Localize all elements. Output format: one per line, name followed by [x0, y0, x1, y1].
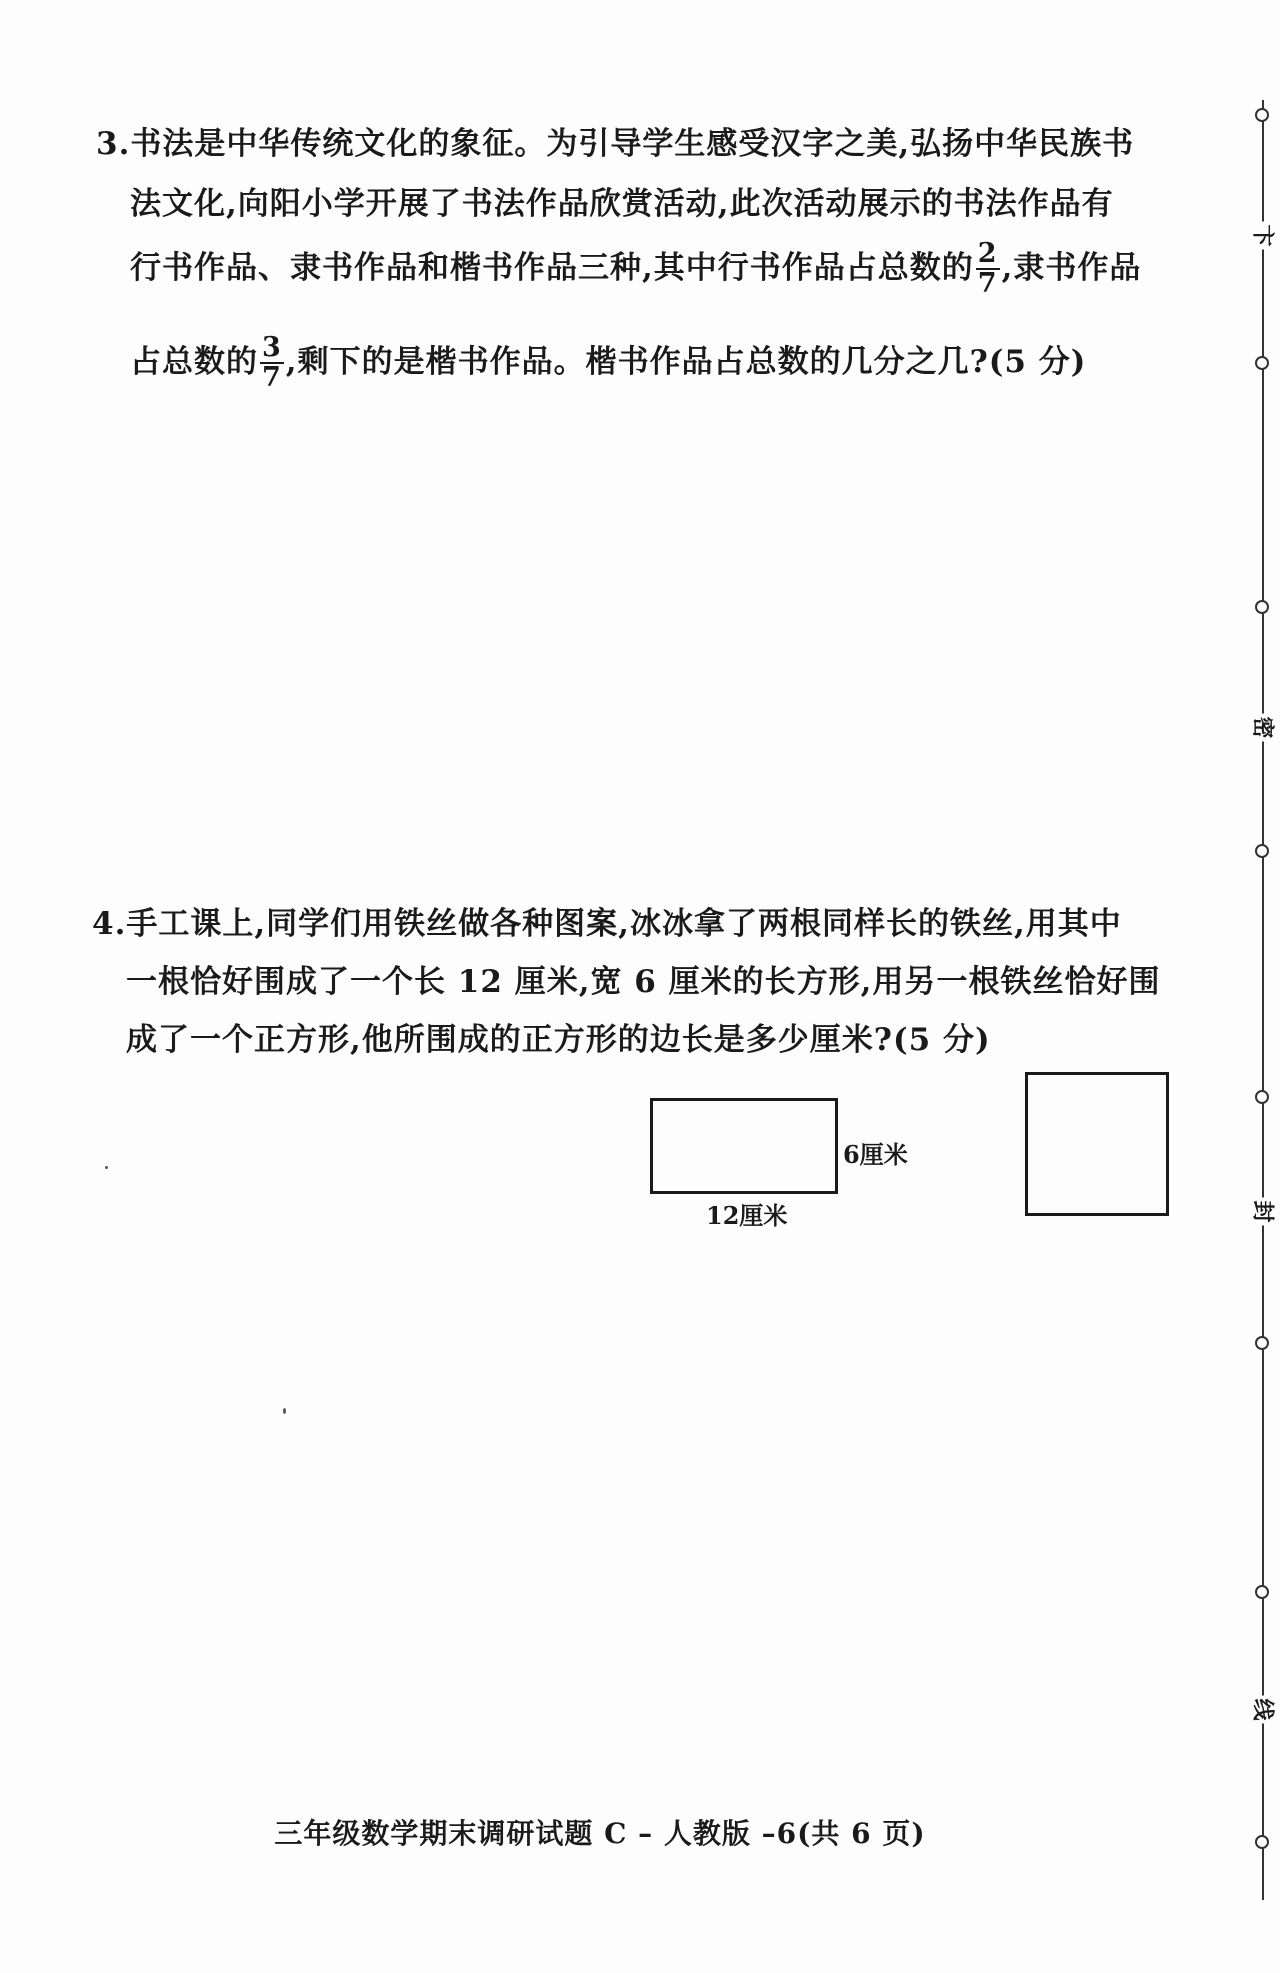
binding-hole	[1255, 1585, 1269, 1599]
binding-line	[1262, 100, 1264, 1900]
question-3-text-4a: 占总数的	[130, 343, 258, 380]
question-3-line-1	[96, 118, 1134, 163]
question-3-text-2: 法文化,向阳小学开展了书法作品欣赏活动,此次活动展示的书法作品有	[130, 186, 1114, 222]
question-4-line-3	[126, 1014, 991, 1059]
binding-hole	[1255, 844, 1269, 858]
fraction-1-numerator: 2	[977, 238, 998, 269]
question-4-number: 4.	[92, 906, 127, 942]
fraction-2-denominator: 7	[262, 362, 282, 394]
question-4-text-3: 成了一个正方形,他所围成的正方形的边长是多少厘米?(5 分)	[126, 1022, 991, 1058]
question-4-text-1: 手工课上,同学们用铁丝做各种图案,冰冰拿了两根同样长的铁丝,用其中	[126, 906, 1122, 942]
question-3-line-4	[130, 334, 1086, 393]
binding-hole	[1255, 356, 1269, 370]
scan-speck	[283, 1408, 286, 1414]
fraction-2-numerator: 3	[262, 332, 282, 363]
binding-hole	[1255, 1090, 1269, 1104]
binding-char-3: 封	[1249, 1198, 1280, 1226]
question-3-line-2	[130, 178, 1114, 223]
binding-hole	[1255, 600, 1269, 614]
fraction-three-sevenths	[260, 334, 284, 393]
fraction-two-sevenths	[976, 240, 1000, 299]
rectangle-figure	[650, 1098, 838, 1194]
question-3-text-4b: ,剩下的是楷书作品。楷书作品占总数的几分之几?(5 分)	[285, 343, 1087, 380]
scan-speck	[105, 1166, 108, 1169]
square-figure	[1025, 1072, 1169, 1216]
question-3-number: 3.	[96, 126, 131, 162]
question-3-text-3b: ,隶书作品	[1001, 249, 1142, 286]
question-3-text-1: 书法是中华传统文化的象征。为引导学生感受汉字之美,弘扬中华民族书	[130, 126, 1135, 162]
binding-hole	[1255, 108, 1269, 122]
question-3-text-3a: 行书作品、隶书作品和楷书作品三种,其中行书作品占总数的	[130, 249, 974, 286]
page-footer: 三年级数学期末调研试题 C – 人教版 –6(共 6 页)	[274, 1817, 926, 1850]
binding-char-2: 密	[1249, 714, 1280, 742]
rectangle-width-label: 6厘米	[843, 1140, 908, 1169]
question-4-text-2: 一根恰好围成了一个长 12 厘米,宽 6 厘米的长方形,用另一根铁丝恰好围	[126, 964, 1161, 1000]
binding-hole	[1255, 1835, 1269, 1849]
question-4-line-2	[126, 956, 1160, 1001]
fraction-1-denominator: 7	[977, 268, 998, 300]
binding-char-4: 线	[1249, 1696, 1280, 1724]
question-4-line-1	[92, 898, 1122, 943]
question-3-line-3	[130, 240, 1141, 299]
binding-char-1: 卞	[1249, 222, 1280, 250]
rectangle-length-label: 12厘米	[706, 1201, 788, 1230]
binding-hole	[1255, 1336, 1269, 1350]
